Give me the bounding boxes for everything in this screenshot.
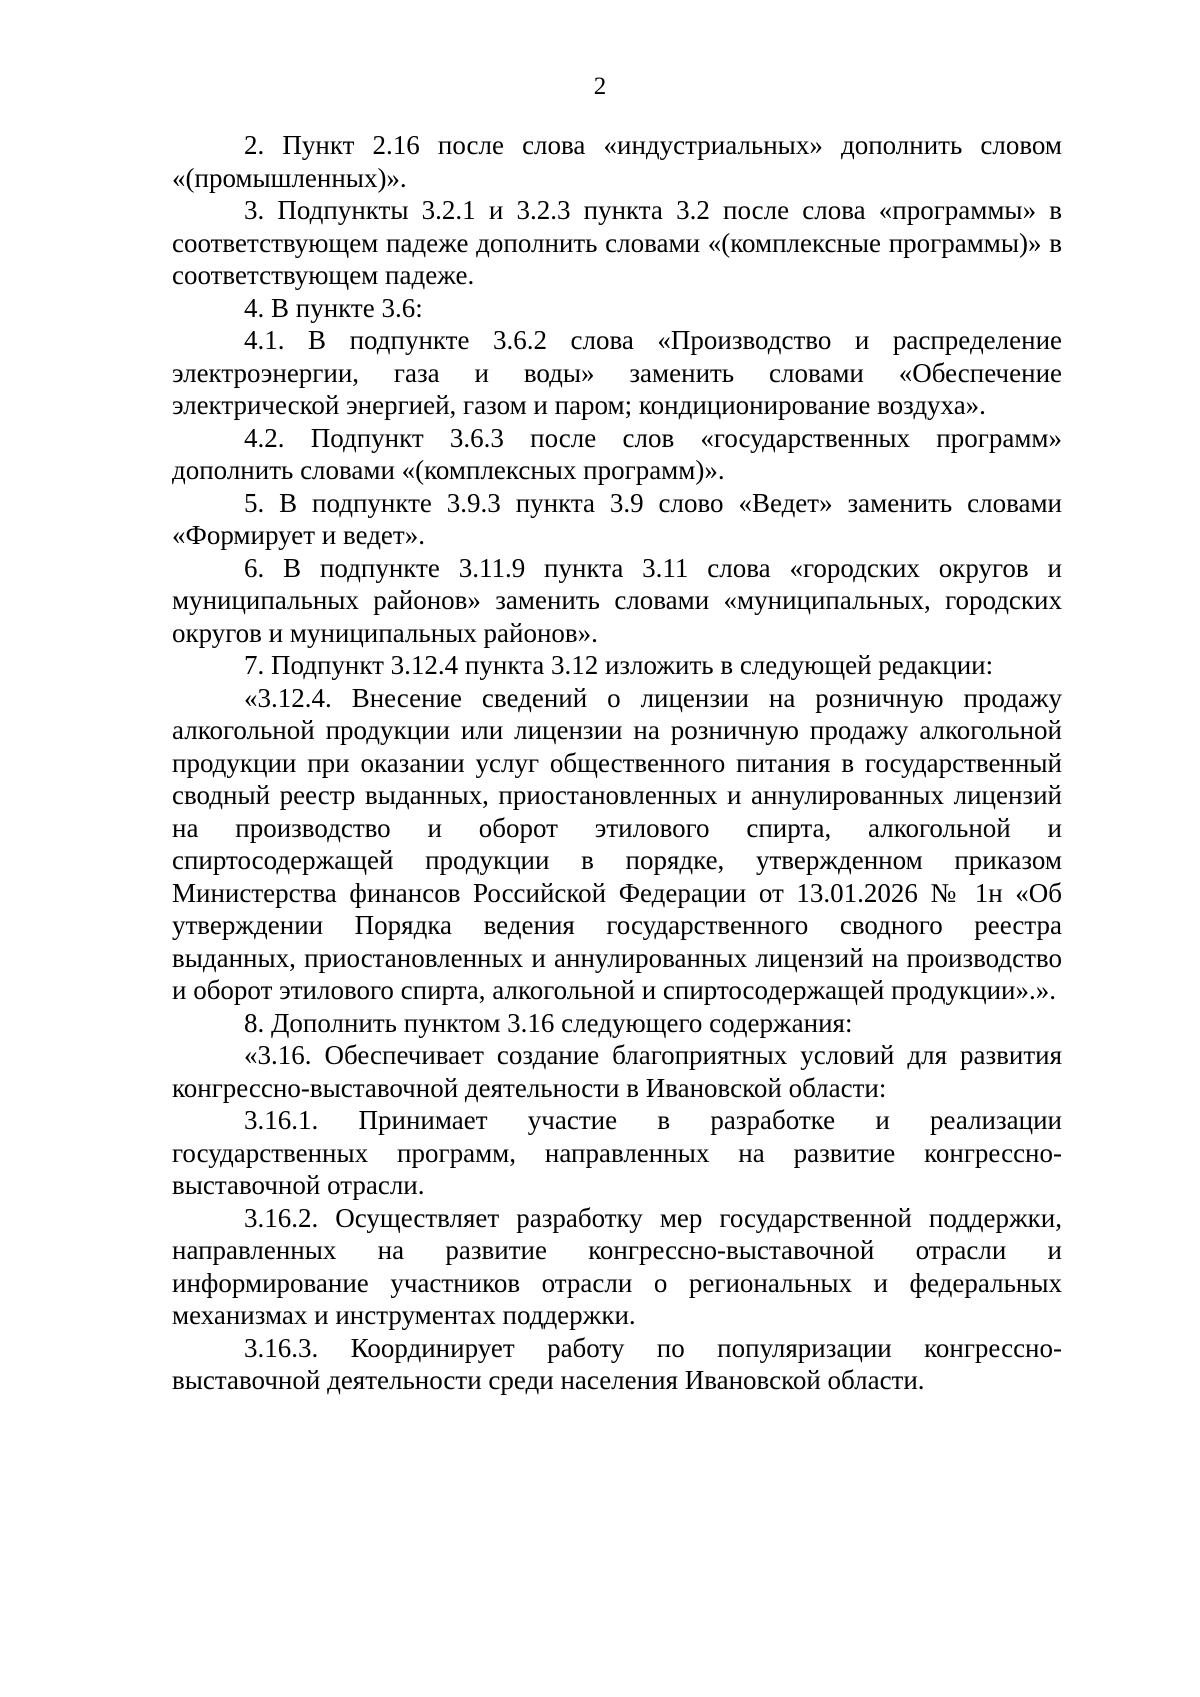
paragraph-item-6: 6. В подпункте 3.11.9 пункта 3.11 слова «городских округов и муниципальных районов» заменить словами «муниципальных, городских округов и муниципальных районов». [172, 552, 1062, 648]
paragraph-item-8: 8. Дополнить пунктом 3.16 следующего содержания: [244, 1007, 853, 1038]
paragraph-item-4-2: 4.2. Подпункт 3.6.3 после слов «государственных программ» дополнить словами «(комплексных программ)». [172, 422, 1062, 485]
paragraph-item-7: 7. Подпункт 3.12.4 пункта 3.12 изложить в следующей редакции: [244, 650, 994, 680]
paragraph-item-4-1: 4.1. В подпункте 3.6.2 слова «Производство и распределение электроэнергии, газа и воды» заменить словами «Обеспечение электрической энергией, газом и паром; кондиционирование воздуха». [172, 325, 1062, 420]
paragraph-new-3-16-2: 3.16.2. Осуществляет разработку мер государственной поддержки, направленных на развитие конгрессно-выставочной отрасли и информирование участников отрасли о региональных и федеральных механизмах и инструментах поддержки. [172, 1202, 1062, 1330]
page-number: 2 [593, 73, 607, 100]
paragraph-item-4: 4. В пункте 3.6: [244, 292, 423, 323]
paragraph-item-5: 5. В подпункте 3.9.3 пункта 3.9 слово «Ведет» заменить словами «Формирует и ведет». [172, 487, 1062, 550]
paragraph-new-3-16-1: 3.16.1. Принимает участие в разработке и реализации государственных программ, направленных на развитие конгрессно-выставочной отрасли. [172, 1105, 1062, 1200]
paragraph-new-3-12-4: «3.12.4. Внесение сведений о лицензии на розничную продажу алкогольной продукции или лицензии на розничную продажу алкогольной продукции при оказании услуг общественного питания в государственный сводный реестр выданных, приостановленных и аннулированных лицензий на производство и оборот этилового спирта, алкогольной и спиртосодержащей продукции в порядке, утвержденном приказом Министерства финансов Российской Федерации от 13.01.2026 № 1н «Об утверждении Порядка ведения государственного сводного реестра выданных, приостановленных и аннулированных лицензий на производство и оборот этилового спирта, алкогольной и спиртосодержащей продукции».». [172, 682, 1062, 1005]
paragraph-new-3-16-3: 3.16.3. Координирует работу по популяризации конгрессно-выставочной деятельности среди населения Ивановской области. [172, 1332, 1062, 1395]
paragraph-item-2: 2. Пункт 2.16 после слова «индустриальных» дополнить словом «(промышленных)». [172, 130, 1062, 193]
document-body [172, 129, 1062, 1397]
paragraph-item-3: 3. Подпункты 3.2.1 и 3.2.3 пункта 3.2 после слова «программы» в соответствующем падеже дополнить словами «(комплексные программы)» в соответствующем падеже. [172, 195, 1062, 290]
paragraph-new-3-16: «3.16. Обеспечивает создание благоприятных условий для развития конгрессно-выставочной деятельности в Ивановской области: [172, 1040, 1062, 1103]
